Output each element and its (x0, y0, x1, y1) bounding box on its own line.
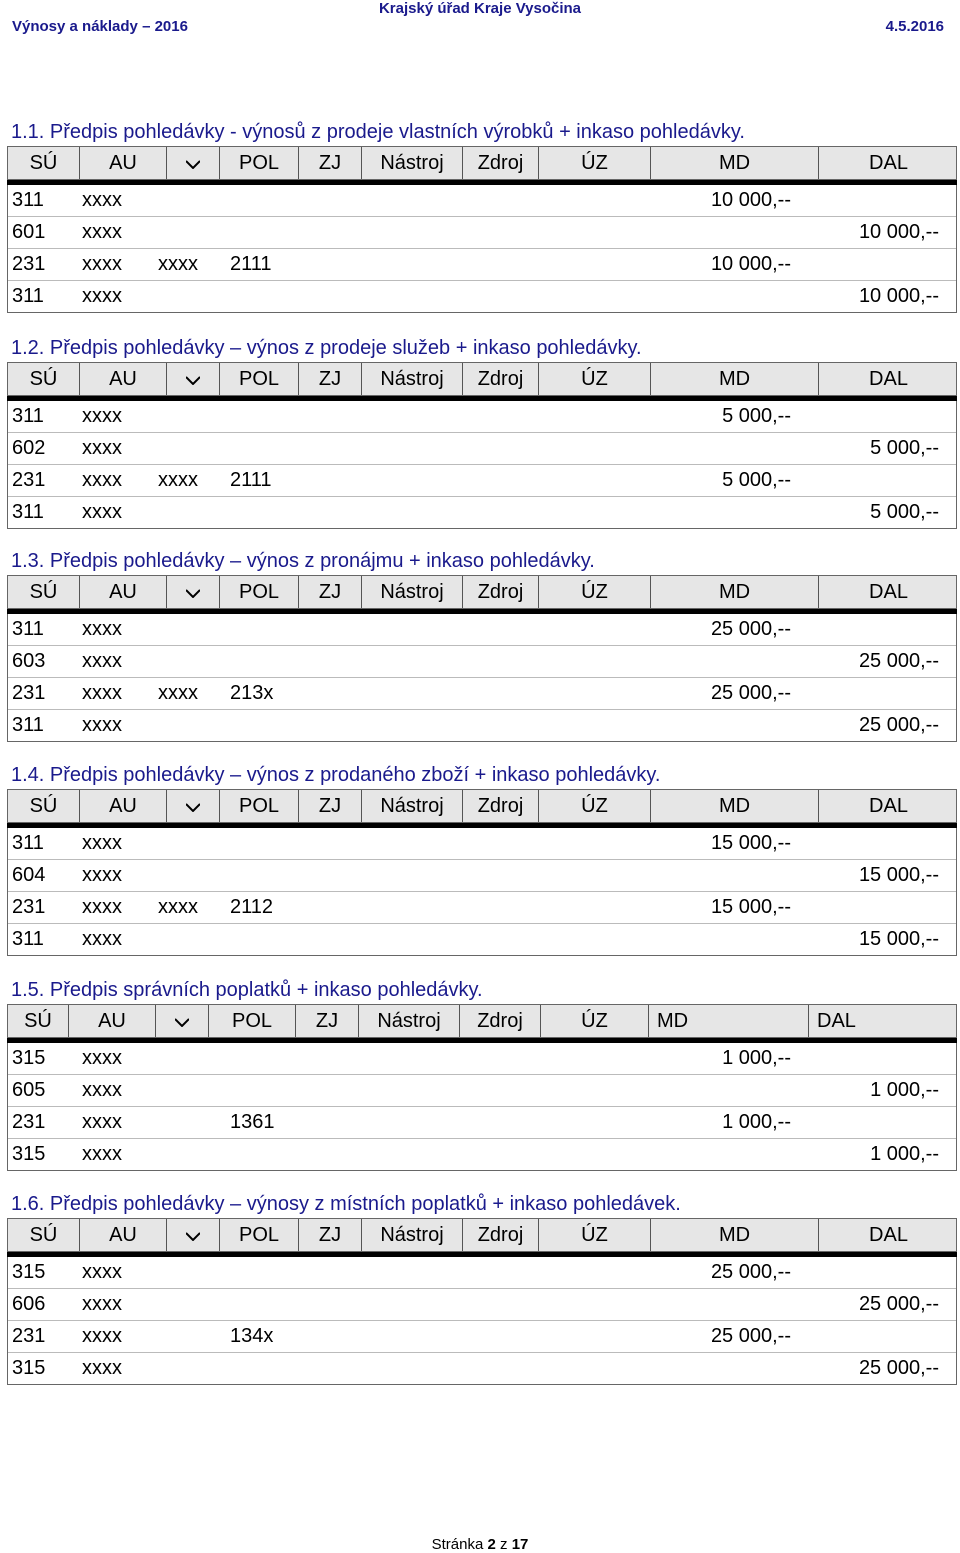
column-header: Nástroj (361, 790, 462, 822)
cell-au: xxxx (82, 1261, 122, 1283)
section-title: 1.4. Předpis pohledávky – výnos z prodaného zboží + inkaso pohledávky. (11, 764, 661, 786)
cell-x: xxxx (158, 253, 198, 275)
cell-su: 311 (12, 189, 44, 211)
section-title: 1.2. Předpis pohledávky – výnos z prodeje služeb + inkaso pohledávky. (11, 337, 642, 359)
cell-su: 231 (12, 896, 46, 918)
column-header-row (7, 575, 957, 609)
section-title: 1.6. Předpis pohledávky – výnosy z místních poplatků + inkaso pohledávek. (11, 1193, 681, 1215)
entries (7, 1043, 957, 1171)
table-row (8, 1320, 956, 1352)
column-header: MD (650, 363, 818, 395)
cell-dal: 25 000,-- (858, 1293, 939, 1315)
cell-au: xxxx (82, 1079, 122, 1101)
cell-su: 604 (12, 864, 46, 886)
column-header: POL (208, 1005, 295, 1037)
entries (7, 614, 957, 742)
column-header: ÚZ (538, 363, 650, 395)
table-row (8, 923, 956, 955)
cell-dal: 25 000,-- (858, 1357, 939, 1379)
column-header: SÚ (29, 152, 58, 174)
footer-total: 17 (511, 1536, 529, 1553)
header-organization: Krajský úřad Kraje Vysočina (378, 0, 582, 17)
cell-au: xxxx (82, 832, 122, 854)
cell-au: xxxx (82, 1047, 122, 1069)
column-header: Zdroj (462, 576, 538, 608)
cell-md: 10 000,-- (710, 189, 791, 211)
cell-su: 603 (12, 650, 46, 672)
cell-au: xxxx (82, 1325, 122, 1347)
entries (7, 401, 957, 529)
column-header: Zdroj (462, 790, 538, 822)
cell-md: 25 000,-- (710, 1261, 791, 1283)
column-header: DAL (818, 363, 958, 395)
entries (7, 828, 957, 956)
column-header: AU (79, 790, 166, 822)
cell-au: xxxx (82, 221, 122, 243)
column-header: MD (650, 790, 818, 822)
cell-dal: 5 000,-- (870, 437, 939, 459)
cell-dal: 10 000,-- (858, 221, 939, 243)
cell-dal: 25 000,-- (858, 714, 939, 736)
column-header: Zdroj (462, 1219, 538, 1251)
column-header: Zdroj (459, 1005, 540, 1037)
cell-su: 606 (12, 1293, 46, 1315)
column-header: SÚ (24, 1010, 52, 1032)
column-header: MD (650, 576, 818, 608)
cell-au: xxxx (82, 714, 122, 736)
cell-su: 311 (12, 501, 44, 523)
cell-dal: 5 000,-- (870, 501, 939, 523)
table-row (8, 1138, 956, 1170)
column-header: ZJ (298, 790, 361, 822)
column-header: DAL (818, 576, 958, 608)
cell-su: 315 (12, 1261, 46, 1283)
cell-su: 315 (12, 1143, 46, 1165)
column-header: ÚZ (538, 790, 650, 822)
column-header: ÚZ (540, 1005, 648, 1037)
footer-prefix: Stránka (431, 1536, 484, 1553)
table-row (8, 464, 956, 496)
cell-md: 25 000,-- (710, 682, 791, 704)
column-header: Zdroj (462, 147, 538, 179)
column-header: POL (219, 790, 298, 822)
column-header: Nástroj (358, 1005, 459, 1037)
table-row (8, 1257, 956, 1288)
cell-au: xxxx (82, 1293, 122, 1315)
page-header (0, 0, 960, 62)
cell-su: 315 (12, 1047, 46, 1069)
cell-md: 1 000,-- (722, 1047, 791, 1069)
table-row (8, 1106, 956, 1138)
cell-au: xxxx (82, 864, 122, 886)
cell-md: 15 000,-- (710, 832, 791, 854)
cell-su: 311 (12, 405, 44, 427)
column-header: SÚ (29, 581, 58, 603)
cell-au: xxxx (82, 1143, 122, 1165)
column-header: MD (650, 147, 818, 179)
caret-icon (166, 790, 219, 822)
column-header: ZJ (298, 147, 361, 179)
cell-su: 231 (12, 253, 46, 275)
column-header: DAL (818, 147, 958, 179)
table-row (8, 828, 956, 859)
section-title: 1.3. Předpis pohledávky – výnos z pronájmu + inkaso pohledávky. (11, 550, 595, 572)
cell-x: xxxx (158, 896, 198, 918)
cell-dal: 25 000,-- (858, 650, 939, 672)
journal-section (7, 976, 957, 1171)
header-date: 4.5.2016 (885, 18, 944, 35)
cell-au: xxxx (82, 501, 122, 523)
cell-au: xxxx (82, 437, 122, 459)
table-row (8, 1288, 956, 1320)
caret-icon (166, 147, 219, 179)
cell-au: xxxx (82, 405, 122, 427)
cell-md: 5 000,-- (722, 469, 791, 491)
column-header: DAL (808, 1005, 958, 1037)
column-header: Zdroj (462, 363, 538, 395)
column-header: SÚ (29, 795, 58, 817)
cell-su: 605 (12, 1079, 46, 1101)
cell-pol: 2111 (230, 253, 272, 275)
cell-su: 231 (12, 1325, 46, 1347)
journal-section (7, 1190, 957, 1385)
column-header: SÚ (29, 368, 58, 390)
journal-section (7, 761, 957, 956)
column-header: DAL (818, 1219, 958, 1251)
table-row (8, 185, 956, 216)
column-header: Nástroj (361, 147, 462, 179)
column-header-row (7, 1004, 957, 1038)
table-row (8, 1074, 956, 1106)
column-header: ÚZ (538, 576, 650, 608)
column-header: POL (219, 147, 298, 179)
footer-page: 2 (487, 1536, 496, 1553)
cell-au: xxxx (82, 285, 122, 307)
caret-icon (155, 1005, 208, 1037)
cell-su: 311 (12, 928, 44, 950)
cell-pol: 134x (230, 1325, 274, 1347)
column-header: MD (648, 1005, 808, 1037)
cell-pol: 2111 (230, 469, 272, 491)
cell-su: 231 (12, 469, 46, 491)
cell-su: 231 (12, 682, 46, 704)
cell-au: xxxx (82, 253, 122, 275)
cell-su: 602 (12, 437, 46, 459)
journal-section (7, 118, 957, 313)
cell-au: xxxx (82, 650, 122, 672)
section-title: 1.1. Předpis pohledávky - výnosů z prodeje vlastních výrobků + inkaso pohledávky. (11, 121, 745, 143)
cell-dal: 1 000,-- (870, 1143, 939, 1165)
cell-au: xxxx (82, 682, 122, 704)
table-row (8, 216, 956, 248)
column-header: Nástroj (361, 1219, 462, 1251)
cell-dal: 15 000,-- (858, 928, 939, 950)
column-header: ZJ (298, 363, 361, 395)
cell-su: 311 (12, 714, 44, 736)
column-header: ÚZ (538, 147, 650, 179)
table-row (8, 709, 956, 741)
column-header: AU (68, 1005, 155, 1037)
column-header: DAL (818, 790, 958, 822)
table-row (8, 891, 956, 923)
cell-au: xxxx (82, 928, 122, 950)
cell-au: xxxx (82, 896, 122, 918)
cell-md: 25 000,-- (710, 1325, 791, 1347)
cell-dal: 15 000,-- (858, 864, 939, 886)
table-row (8, 432, 956, 464)
cell-au: xxxx (82, 469, 122, 491)
table-row (8, 280, 956, 312)
column-header: ZJ (298, 576, 361, 608)
column-header: AU (79, 576, 166, 608)
column-header-row (7, 146, 957, 180)
column-header: Nástroj (361, 576, 462, 608)
cell-x: xxxx (158, 469, 198, 491)
column-header: POL (219, 576, 298, 608)
column-header: AU (79, 147, 166, 179)
entries (7, 1257, 957, 1385)
column-header: POL (219, 1219, 298, 1251)
cell-au: xxxx (82, 1111, 122, 1133)
cell-md: 15 000,-- (710, 896, 791, 918)
table-row (8, 645, 956, 677)
column-header-row (7, 789, 957, 823)
column-header: ZJ (295, 1005, 358, 1037)
cell-md: 25 000,-- (710, 618, 791, 640)
column-header: AU (79, 1219, 166, 1251)
page-footer (0, 1536, 960, 1553)
cell-dal: 10 000,-- (858, 285, 939, 307)
footer-mid: z (500, 1536, 508, 1553)
table-row (8, 859, 956, 891)
cell-su: 231 (12, 1111, 46, 1133)
cell-md: 1 000,-- (722, 1111, 791, 1133)
header-title: Výnosy a náklady – 2016 (12, 18, 188, 35)
cell-pol: 213x (230, 682, 274, 704)
cell-pol: 2112 (230, 896, 274, 918)
entries (7, 185, 957, 313)
section-title: 1.5. Předpis správních poplatků + inkaso pohledávky. (11, 979, 483, 1001)
cell-pol: 1361 (230, 1111, 275, 1133)
column-header: POL (219, 363, 298, 395)
cell-su: 311 (12, 285, 44, 307)
column-header: ÚZ (538, 1219, 650, 1251)
cell-dal: 1 000,-- (870, 1079, 939, 1101)
column-header: SÚ (29, 1224, 58, 1246)
cell-md: 10 000,-- (710, 253, 791, 275)
table-row (8, 677, 956, 709)
caret-icon (166, 576, 219, 608)
caret-icon (166, 363, 219, 395)
table-row (8, 401, 956, 432)
column-header-row (7, 362, 957, 396)
caret-icon (166, 1219, 219, 1251)
cell-au: xxxx (82, 189, 122, 211)
table-row (8, 248, 956, 280)
cell-au: xxxx (82, 1357, 122, 1379)
cell-x: xxxx (158, 682, 198, 704)
cell-au: xxxx (82, 618, 122, 640)
table-row (8, 1043, 956, 1074)
journal-section (7, 334, 957, 529)
journal-section (7, 547, 957, 742)
table-row (8, 1352, 956, 1384)
column-header-row (7, 1218, 957, 1252)
cell-su: 311 (12, 618, 44, 640)
column-header: MD (650, 1219, 818, 1251)
table-row (8, 614, 956, 645)
cell-su: 601 (12, 221, 46, 243)
column-header: ZJ (298, 1219, 361, 1251)
column-header: AU (79, 363, 166, 395)
column-header: Nástroj (361, 363, 462, 395)
table-row (8, 496, 956, 528)
cell-su: 315 (12, 1357, 46, 1379)
cell-su: 311 (12, 832, 44, 854)
cell-md: 5 000,-- (722, 405, 791, 427)
